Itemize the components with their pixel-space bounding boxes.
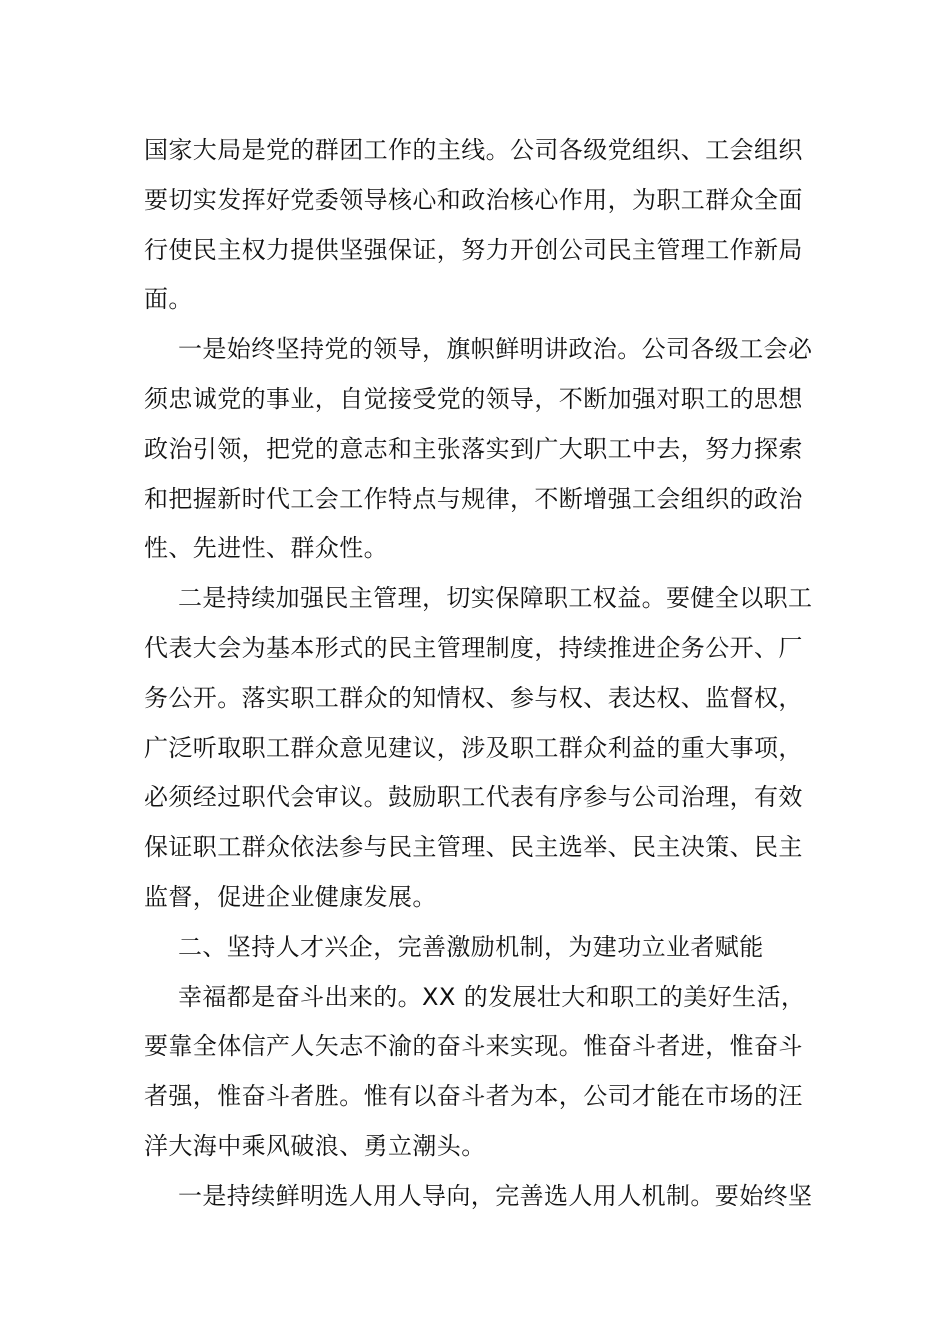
text-line-22: 一是持续鲜明选人用人导向，完善选人用人机制。要始终坚 [178, 1181, 813, 1210]
document-page [144, 126, 813, 1222]
text-line-13: 广泛听取职工群众意见建议，涉及职工群众利益的重大事项， [144, 733, 803, 762]
text-line-8: 和把握新时代工会工作特点与规律，不断增强工会组织的政治 [144, 484, 803, 513]
text-line-15: 保证职工群众依法参与民主管理、民主选举、民主决策、民主 [144, 833, 803, 862]
text-line-16: 监督，促进企业健康发展。 [144, 882, 437, 911]
text-line-2: 要切实发挥好党委领导核心和政治核心作用，为职工群众全面 [144, 185, 803, 214]
text-line-12: 务公开。落实职工群众的知情权、参与权、表达权、监督权， [144, 683, 803, 712]
text-line-6: 须忠诚党的事业，自觉接受党的领导，不断加强对职工的思想 [144, 384, 803, 413]
text-line-10: 二是持续加强民主管理，切实保障职工权益。要健全以职工 [178, 584, 813, 613]
text-line-5: 一是始终坚持党的领导，旗帜鲜明讲政治。公司各级工会必 [178, 335, 813, 364]
text-line-3: 行使民主权力提供坚强保证，努力开创公司民主管理工作新局 [144, 235, 803, 264]
text-line-7: 政治引领，把党的意志和主张落实到广大职工中去，努力探索 [144, 434, 803, 463]
text-line-11: 代表大会为基本形式的民主管理制度，持续推进企务公开、厂 [144, 633, 803, 662]
text-line-4: 面。 [144, 285, 193, 314]
text-line-21: 洋大海中乘风破浪、勇立潮头。 [144, 1131, 486, 1160]
text-line-18: 幸福都是奋斗出来的。XX 的发展壮大和职工的美好生活， [178, 982, 806, 1011]
text-line-9: 性、先进性、群众性。 [144, 534, 388, 563]
text-line-14: 必须经过职代会审议。鼓励职工代表有序参与公司治理，有效 [144, 783, 803, 812]
text-line-1: 国家大局是党的群团工作的主线。公司各级党组织、工会组织 [144, 136, 803, 164]
text-line-20: 者强，惟奋斗者胜。惟有以奋斗者为本，公司才能在市场的汪 [144, 1082, 803, 1111]
section-heading: 二、坚持人才兴企，完善激励机制，为建功立业者赋能 [178, 932, 764, 961]
text-line-19: 要靠全体信产人矢志不渝的奋斗来实现。惟奋斗者进，惟奋斗 [144, 1032, 803, 1061]
